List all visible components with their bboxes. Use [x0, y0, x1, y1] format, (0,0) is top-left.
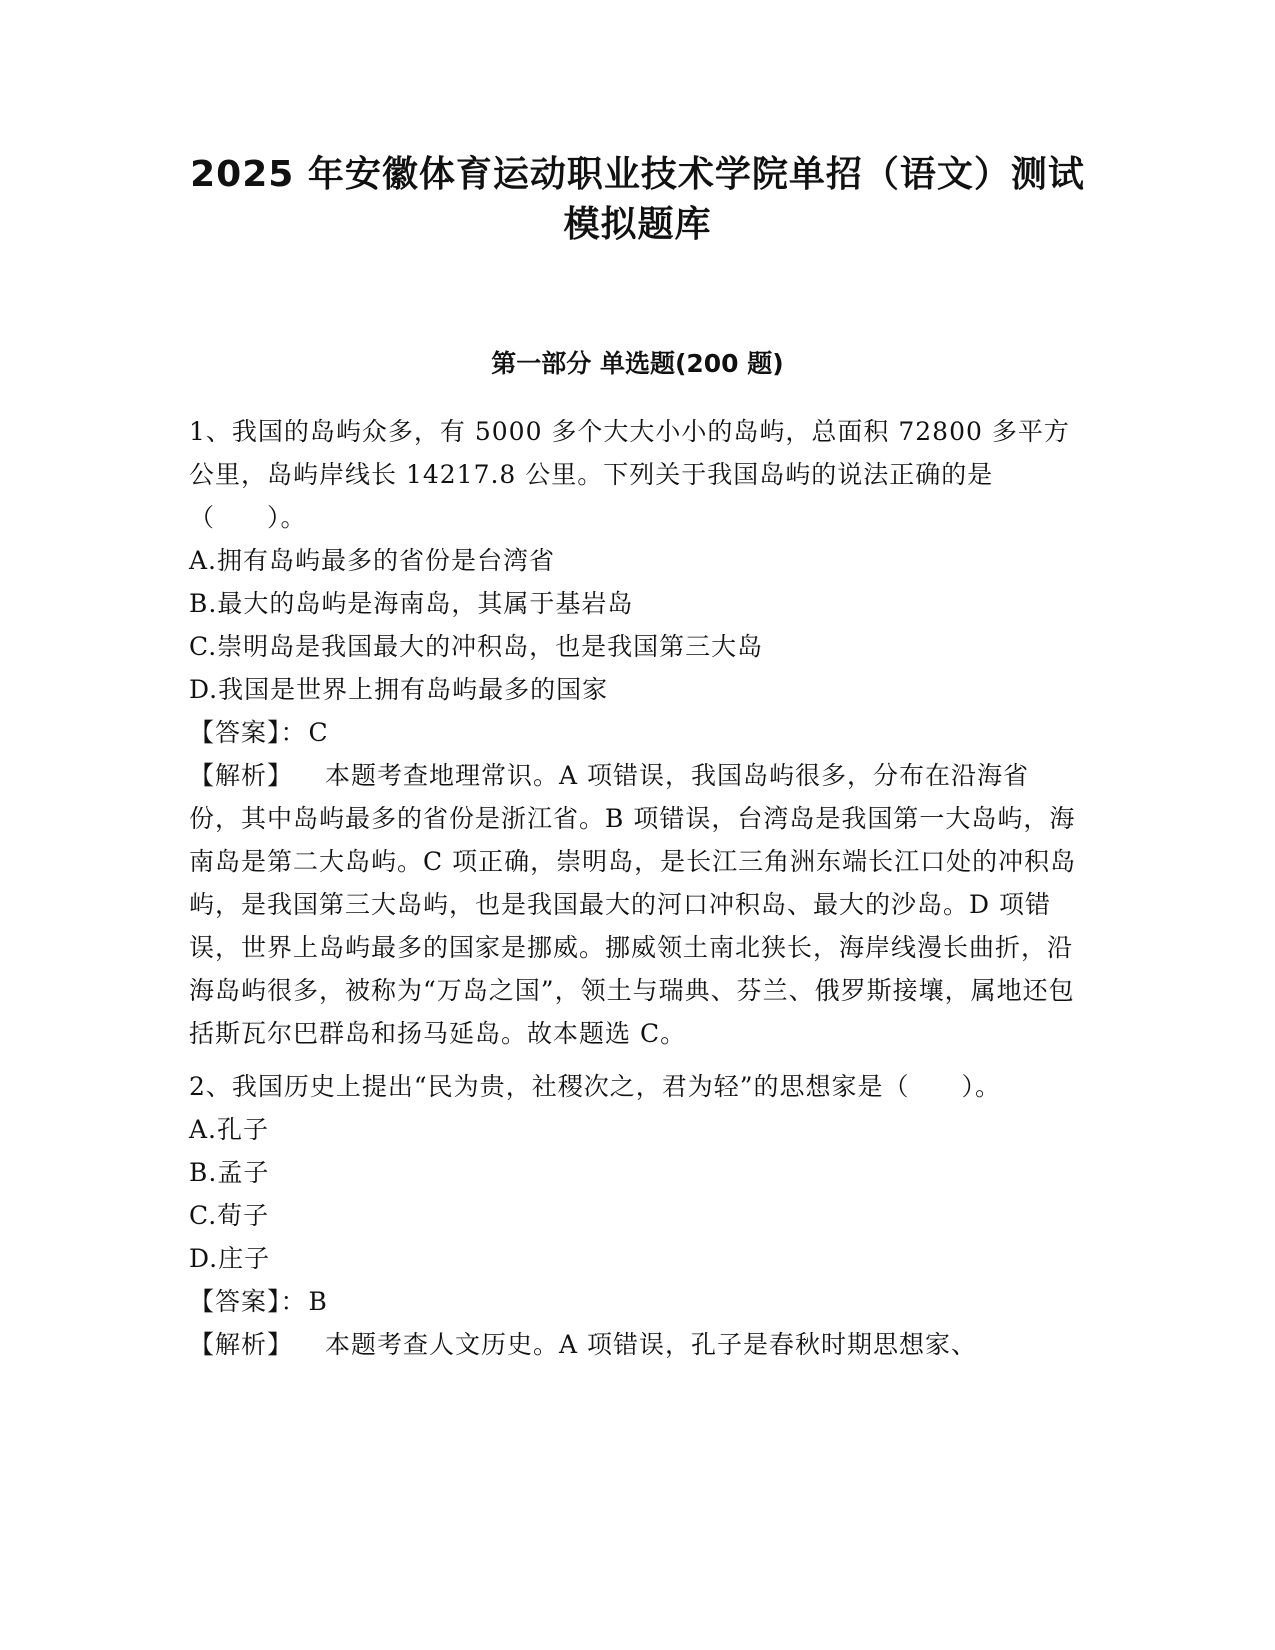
analysis-label: 【解析】 — [189, 761, 294, 790]
answer-label: 【答案】： — [189, 718, 307, 747]
answer-line — [189, 1280, 1079, 1323]
option-b: B.最大的岛屿是海南岛，其属于基岩岛 — [189, 589, 634, 618]
document-title — [140, 150, 1135, 250]
option-a: A.孔子 — [189, 1115, 270, 1144]
question-1 — [189, 410, 1079, 1055]
document-title-line-1: 2025 年安徽体育运动职业技术学院单招（语文）测试 — [190, 154, 1085, 195]
analysis-text: 本题考查人文历史。A 项错误，孔子是春秋时期思想家、 — [325, 1330, 978, 1359]
answer-line — [189, 711, 1079, 754]
question-list — [189, 410, 1079, 1376]
document-title-line-2: 模拟题库 — [563, 204, 712, 245]
option-b: B.孟子 — [189, 1158, 270, 1187]
analysis-label: 【解析】 — [189, 1330, 294, 1359]
answer-label: 【答案】： — [189, 1287, 307, 1316]
option-c: C.荀子 — [189, 1201, 270, 1230]
option-a: A.拥有岛屿最多的省份是台湾省 — [189, 546, 556, 575]
section-heading: 第一部分 单选题(200 题) — [491, 349, 784, 378]
answer-value: C — [308, 718, 329, 747]
question-2 — [189, 1065, 1079, 1366]
option-d: D.我国是世界上拥有岛屿最多的国家 — [189, 675, 609, 704]
option-c: C.崇明岛是我国最大的冲积岛，也是我国第三大岛 — [189, 632, 764, 661]
analysis-line — [189, 1323, 1079, 1366]
question-stem: 1、我国的岛屿众多，有 5000 多个大大小小的岛屿，总面积 72800 多平方公里，岛屿岸线长 14217.8 公里。下列关于我国岛屿的说法正确的是（ ）。 — [189, 417, 1070, 532]
analysis-line — [189, 754, 1079, 1055]
option-d: D.庄子 — [189, 1244, 271, 1273]
question-stem: 2、我国历史上提出“民为贵，社稷次之，君为轻”的思想家是（ ）。 — [189, 1072, 1001, 1101]
analysis-text: 本题考查地理常识。A 项错误，我国岛屿很多，分布在沿海省份，其中岛屿最多的省份是浙江省。B 项错误，台湾岛是我国第一大岛屿，海南岛是第二大岛屿。C 项正确，崇明岛，是长江三角洲东端长江口处的冲积岛屿，是我国第三大岛屿，也是我国最大的河口冲积岛、最大的沙岛。D 项错误，世界上岛屿最多的国家是挪威。挪威领土南北狭长，海岸线漫长曲折，沿海岛屿很多，被称为“万岛之国”，领土与瑞典、芬兰、俄罗斯接壤，属地还包括斯瓦尔巴群岛和扬马延岛。故本题选 C。 — [189, 761, 1077, 1048]
answer-value: B — [308, 1287, 328, 1316]
